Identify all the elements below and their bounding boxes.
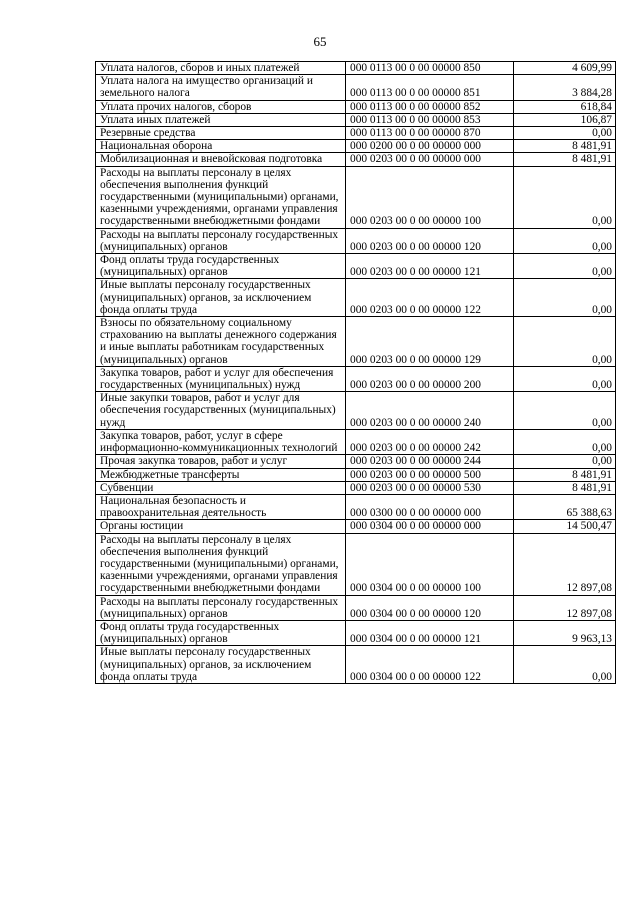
row-name-cell: Резервные средства [96,127,346,140]
row-amount-cell: 9 963,13 [514,620,616,645]
row-name-cell: Прочая закупка товаров, работ и услуг [96,455,346,468]
row-amount-cell: 8 481,91 [514,481,616,494]
row-code-cell: 000 0113 00 0 00 00000 851 [346,75,514,100]
row-amount-cell: 0,00 [514,646,616,684]
row-amount-cell: 12 897,08 [514,595,616,620]
table-row [96,646,616,684]
row-amount-cell: 0,00 [514,392,616,430]
row-amount-cell: 0,00 [514,228,616,253]
page-number: 65 [313,34,327,49]
row-name-cell: Уплата иных платежей [96,113,346,126]
row-code-cell: 000 0203 00 0 00 00000 121 [346,254,514,279]
table-row [96,62,616,75]
row-code-cell: 000 0113 00 0 00 00000 850 [346,62,514,75]
row-code-cell: 000 0203 00 0 00 00000 240 [346,392,514,430]
row-code-cell: 000 0203 00 0 00 00000 129 [346,317,514,367]
row-code-cell: 000 0304 00 0 00 00000 000 [346,520,514,533]
row-name-cell: Расходы на выплаты персоналу государственных (муниципальных) органов [96,595,346,620]
row-amount-cell: 12 897,08 [514,533,616,595]
row-name-cell: Мобилизационная и вневойсковая подготовка [96,153,346,166]
row-name-cell: Иные закупки товаров, работ и услуг для обеспечения государственных (муниципальных) нужд [96,392,346,430]
row-name-cell: Субвенции [96,481,346,494]
row-amount-cell: 0,00 [514,455,616,468]
row-name-cell: Национальная безопасность и правоохранительная деятельность [96,494,346,519]
table-row [96,494,616,519]
row-name-cell: Расходы на выплаты персоналу в целях обеспечения выполнения функций государственными (муниципальными) органами, казенными учреждениями, органами управления государственными внебюджетными фондами [96,533,346,595]
row-code-cell: 000 0203 00 0 00 00000 244 [346,455,514,468]
row-name-cell: Иные выплаты персоналу государственных (муниципальных) органов, за исключением фонда оплаты труда [96,646,346,684]
table-row [96,140,616,153]
table-row [96,153,616,166]
table-row [96,392,616,430]
row-code-cell: 000 0203 00 0 00 00000 242 [346,429,514,454]
table-row [96,317,616,367]
table-row [96,113,616,126]
row-amount-cell: 3 884,28 [514,75,616,100]
table-row [96,75,616,100]
row-amount-cell: 8 481,91 [514,468,616,481]
row-amount-cell: 0,00 [514,127,616,140]
row-code-cell: 000 0113 00 0 00 00000 853 [346,113,514,126]
row-code-cell: 000 0304 00 0 00 00000 100 [346,533,514,595]
table-row [96,166,616,228]
table-row [96,254,616,279]
table-row [96,620,616,645]
row-code-cell: 000 0304 00 0 00 00000 122 [346,646,514,684]
table-row [96,455,616,468]
table-row [96,520,616,533]
row-amount-cell: 65 388,63 [514,494,616,519]
row-code-cell: 000 0113 00 0 00 00000 852 [346,100,514,113]
row-code-cell: 000 0203 00 0 00 00000 000 [346,153,514,166]
row-code-cell: 000 0203 00 0 00 00000 500 [346,468,514,481]
table-row [96,533,616,595]
row-name-cell: Расходы на выплаты персоналу государственных (муниципальных) органов [96,228,346,253]
row-code-cell: 000 0203 00 0 00 00000 120 [346,228,514,253]
budget-table-body [96,62,616,684]
row-amount-cell: 8 481,91 [514,153,616,166]
row-name-cell: Уплата налога на имущество организаций и земельного налога [96,75,346,100]
row-amount-cell: 0,00 [514,254,616,279]
row-name-cell: Фонд оплаты труда государственных (муниципальных) органов [96,620,346,645]
row-amount-cell: 106,87 [514,113,616,126]
table-row [96,127,616,140]
row-amount-cell: 618,84 [514,100,616,113]
row-amount-cell: 0,00 [514,366,616,391]
row-name-cell: Иные выплаты персоналу государственных (муниципальных) органов, за исключением фонда оплаты труда [96,279,346,317]
row-amount-cell: 14 500,47 [514,520,616,533]
table-row [96,279,616,317]
row-name-cell: Межбюджетные трансферты [96,468,346,481]
row-name-cell: Органы юстиции [96,520,346,533]
row-name-cell: Расходы на выплаты персоналу в целях обеспечения выполнения функций государственными (муниципальными) органами, казенными учреждениями, органами управления государственными внебюджетными фондами [96,166,346,228]
row-code-cell: 000 0200 00 0 00 00000 000 [346,140,514,153]
table-row [96,481,616,494]
row-code-cell: 000 0203 00 0 00 00000 530 [346,481,514,494]
table-row [96,429,616,454]
row-code-cell: 000 0203 00 0 00 00000 100 [346,166,514,228]
row-name-cell: Национальная оборона [96,140,346,153]
row-amount-cell: 4 609,99 [514,62,616,75]
row-amount-cell: 0,00 [514,166,616,228]
row-code-cell: 000 0304 00 0 00 00000 121 [346,620,514,645]
row-code-cell: 000 0203 00 0 00 00000 122 [346,279,514,317]
table-row [96,228,616,253]
row-code-cell: 000 0300 00 0 00 00000 000 [346,494,514,519]
table-row [96,100,616,113]
table-row [96,468,616,481]
row-name-cell: Фонд оплаты труда государственных (муниципальных) органов [96,254,346,279]
row-code-cell: 000 0113 00 0 00 00000 870 [346,127,514,140]
row-name-cell: Уплата прочих налогов, сборов [96,100,346,113]
row-code-cell: 000 0203 00 0 00 00000 200 [346,366,514,391]
row-name-cell: Взносы по обязательному социальному страхованию на выплаты денежного содержания и иные выплаты работникам государственных (муниципальных) органов [96,317,346,367]
row-name-cell: Уплата налогов, сборов и иных платежей [96,62,346,75]
table-row [96,595,616,620]
row-amount-cell: 8 481,91 [514,140,616,153]
table-row [96,366,616,391]
row-amount-cell: 0,00 [514,429,616,454]
row-amount-cell: 0,00 [514,279,616,317]
row-name-cell: Закупка товаров, работ и услуг для обеспечения государственных (муниципальных) нужд [96,366,346,391]
budget-table [95,61,616,684]
row-code-cell: 000 0304 00 0 00 00000 120 [346,595,514,620]
row-name-cell: Закупка товаров, работ, услуг в сфере информационно-коммуникационных технологий [96,429,346,454]
row-amount-cell: 0,00 [514,317,616,367]
